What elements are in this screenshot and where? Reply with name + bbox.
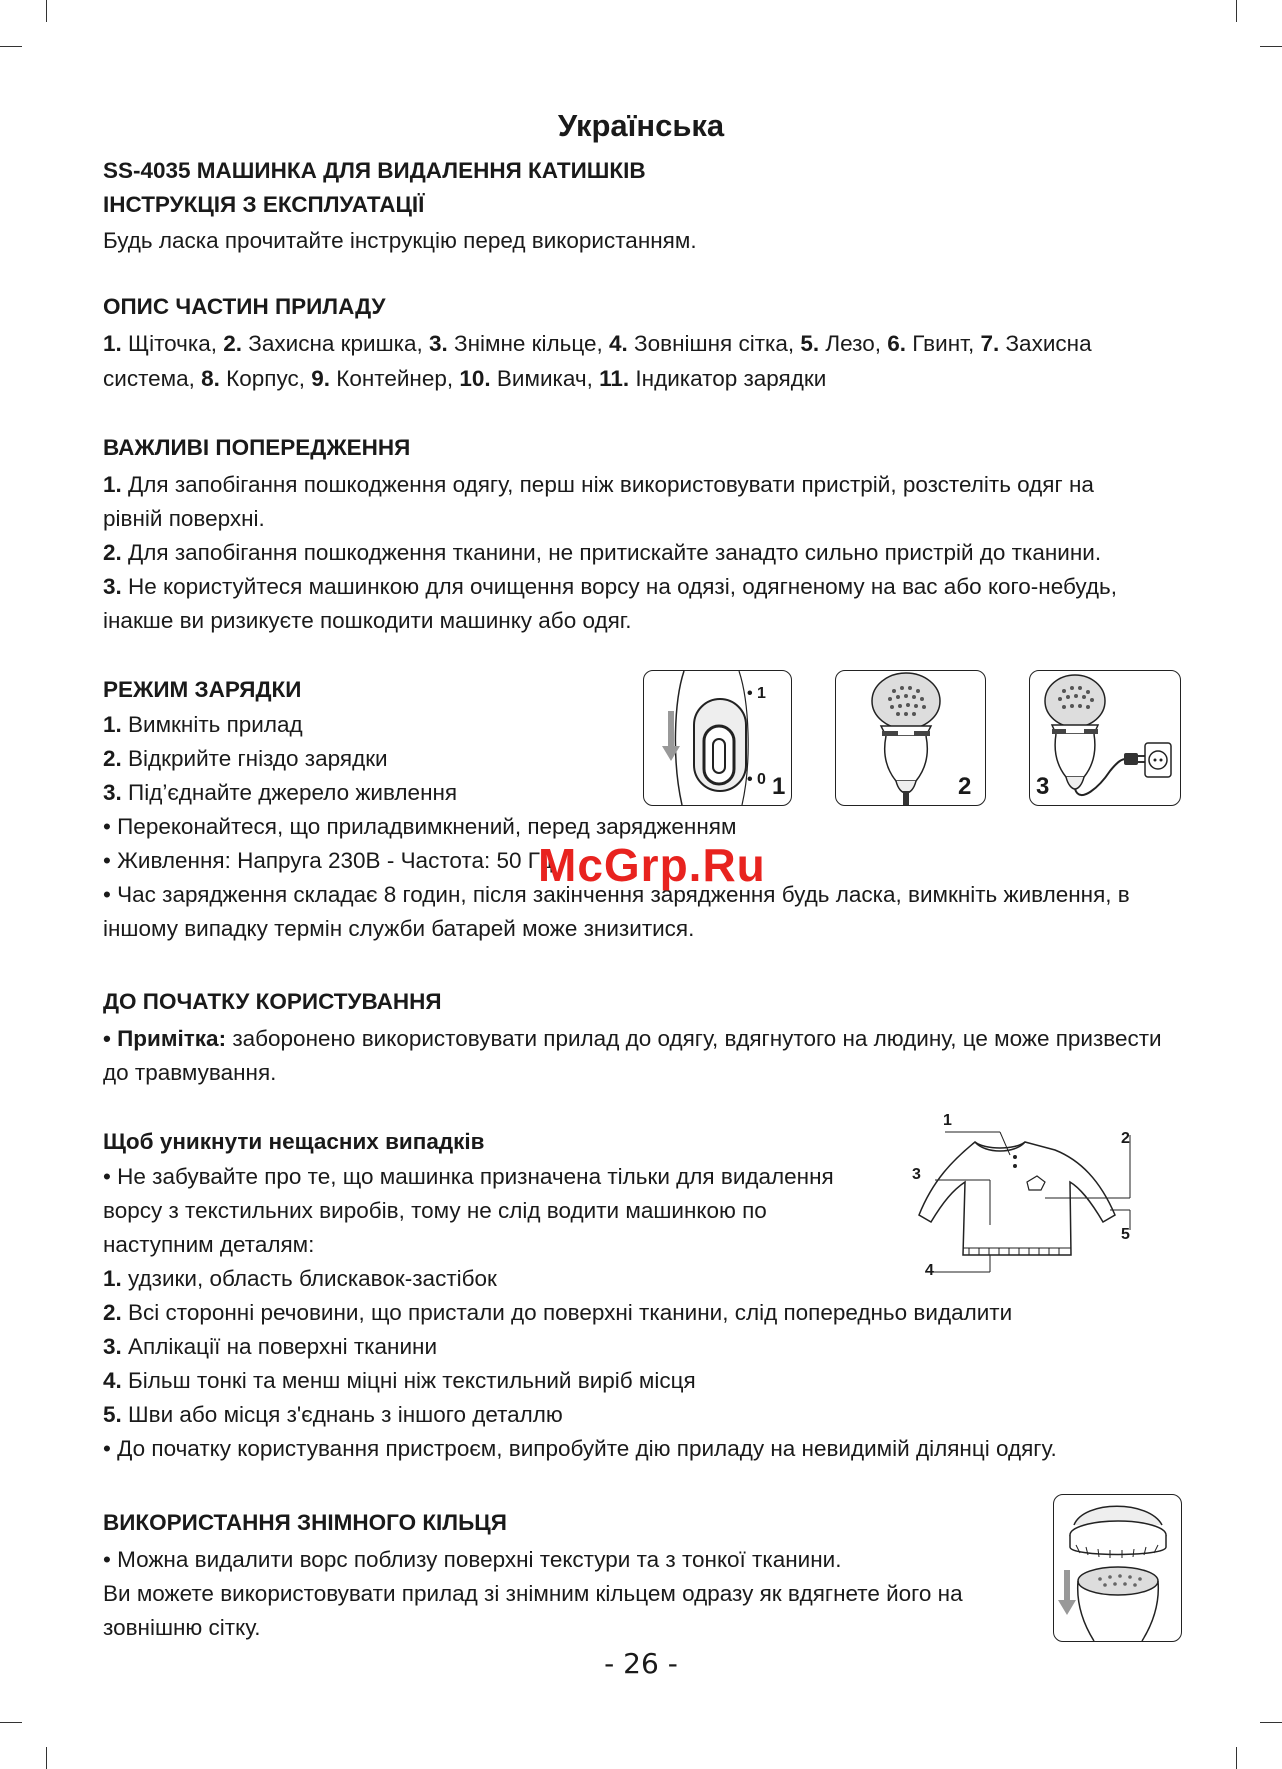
sweater-label-4: 4 [925, 1262, 934, 1279]
avoid-intro-2: ворсу з текстильних виробів, тому не слід водити машинкою по [103, 1198, 767, 1223]
crop-mark [1236, 1747, 1237, 1769]
avoid-item-3: 3. Аплікації на поверхні тканини [103, 1334, 438, 1359]
page-number: - 26 - [604, 1647, 678, 1680]
crop-mark [46, 0, 47, 22]
sweater-label-5: 5 [1121, 1226, 1130, 1243]
warnings-heading: ВАЖЛИВІ ПОПЕРЕДЖЕННЯ [103, 435, 411, 460]
figure-number: 3 [1036, 773, 1050, 800]
figure-switch [643, 670, 792, 806]
warning-3-cont: інакше ви ризикуєте пошкодити машинку або одяг. [103, 608, 632, 633]
sweater-label-1: 1 [943, 1112, 952, 1129]
product-title: SS-4035 МАШИНКА ДЛЯ ВИДАЛЕННЯ КАТИШКІВ [103, 158, 646, 183]
avoid-intro-3: наступним деталям: [103, 1232, 315, 1257]
avoid-item-5: 5. Шви або місця з'єднань з іншого деталлю [103, 1402, 563, 1427]
avoid-item-2: 2. Всі сторонні речовини, що пристали до поверхні тканини, слід попередньо видалити [103, 1300, 1013, 1325]
avoid-tip: • До початку користування пристроєм, випробуйте дію приладу на невидимій ділянці одягу. [103, 1436, 1057, 1461]
figure-removable-ring [1053, 1494, 1182, 1642]
warning-1-cont: рівній поверхні. [103, 506, 265, 531]
parts-line-1: 1. Щіточка, 2. Захисна кришка, 3. Знімне кільце, 4. Зовнішня сітка, 5. Лезо, 6. Гвинт, 7. Захисна [103, 331, 1092, 356]
parts-heading: ОПИС ЧАСТИН ПРИЛАДУ [103, 294, 386, 319]
before-use-heading: ДО ПОЧАТКУ КОРИСТУВАННЯ [103, 989, 442, 1014]
switch-on-label: • 1 [747, 685, 766, 702]
sweater-label-2: 2 [1121, 1130, 1130, 1147]
figure-device [835, 670, 986, 806]
manual-title: ІНСТРУКЦІЯ З ЕКСПЛУАТАЦІЇ [103, 192, 425, 217]
figure-number: 1 [772, 773, 786, 800]
sweater-diagram [905, 1112, 1145, 1285]
avoid-item-1: 1. удзики, область блискавок-застібок [103, 1266, 497, 1291]
switch-off-label: • 0 [747, 771, 766, 788]
ring-text-1: • Можна видалити ворс поблизу поверхні текстури та з тонкої тканини. [103, 1547, 842, 1572]
watermark: McGrp.Ru [538, 839, 766, 891]
avoid-item-4: 4. Більш тонкі та менш міцні ніж текстильний виріб місця [103, 1368, 696, 1393]
avoid-intro-1: • Не забувайте про те, що машинка призначена тільки для видалення [103, 1164, 834, 1189]
page-title: Українська [557, 108, 725, 143]
ring-text-3: зовнішню сітку. [103, 1615, 261, 1640]
crop-mark [0, 46, 22, 47]
ring-text-2: Ви можете використовувати прилад зі знімним кільцем одразу як вдягнете його на [103, 1581, 963, 1606]
warning-3: 3. Не користуйтеся машинкою для очищення ворсу на одязі, одягненому на вас або кого-небудь, [103, 574, 1117, 599]
intro-text: Будь ласка прочитайте інструкцію перед використанням. [103, 228, 697, 253]
warning-1: 1. Для запобігання пошкодження одягу, перш ніж використовувати пристрій, розстеліть одяг на [103, 472, 1094, 497]
charging-bullet-3-cont: іншому випадку термін служби батарей може знизитися. [103, 916, 695, 941]
crop-mark [0, 1722, 22, 1723]
before-use-note: • Примітка: заборонено використовувати прилад до одягу, вдягнутого на людину, це може призвести [103, 1026, 1162, 1051]
crop-mark [1260, 1722, 1282, 1723]
charging-heading: РЕЖИМ ЗАРЯДКИ [103, 677, 302, 702]
charging-step-2: 2. Відкрийте гніздо зарядки [103, 746, 388, 771]
avoid-heading: Щоб уникнути нещасних випадків [103, 1129, 485, 1154]
sweater-label-3: 3 [912, 1166, 921, 1183]
charging-bullet-2: • Живлення: Напруга 230В - Частота: 50 Гц [103, 848, 553, 873]
crop-mark [46, 1747, 47, 1769]
charging-bullet-1: • Переконайтеся, що приладвимкнений, перед зарядженням [103, 814, 737, 839]
figure-device-plugged [1029, 670, 1181, 806]
figure-number: 2 [958, 773, 972, 800]
charging-step-1: 1. Вимкніть прилад [103, 712, 303, 737]
warning-2: 2. Для запобігання пошкодження тканини, не притискайте занадто сильно пристрій до тканини. [103, 540, 1102, 565]
ring-heading: ВИКОРИСТАННЯ ЗНІМНОГО КІЛЬЦЯ [103, 1510, 507, 1535]
charging-bullet-3: • Час зарядження складає 8 годин, після закінчення зарядження будь ласка, вимкніть живлення, в [103, 882, 1130, 907]
crop-mark [1260, 46, 1282, 47]
crop-mark [1236, 0, 1237, 22]
before-use-note-cont: до травмування. [103, 1060, 277, 1085]
parts-line-2: система, 8. Корпус, 9. Контейнер, 10. Вимикач, 11. Індикатор зарядки [103, 366, 827, 391]
charging-step-3: 3. Під’єднайте джерело живлення [103, 780, 458, 805]
